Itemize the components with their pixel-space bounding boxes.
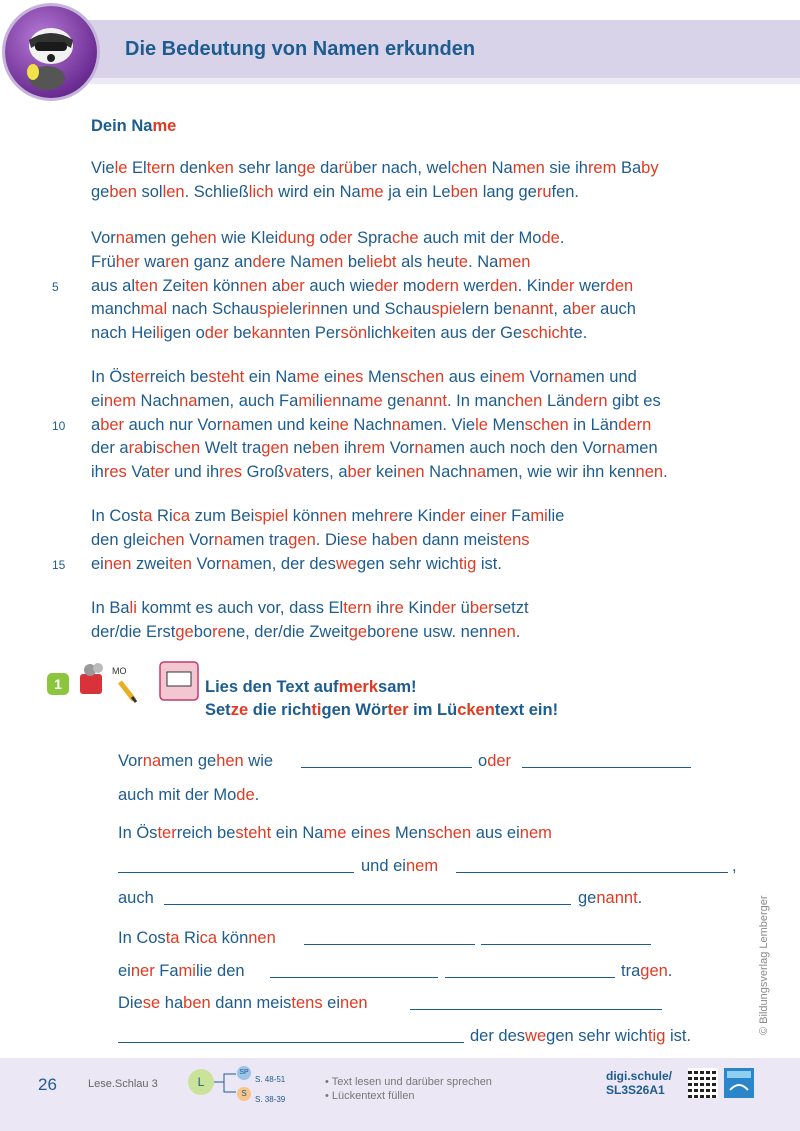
header-band-shadow: [90, 78, 800, 84]
task-activity-icons: [76, 660, 201, 704]
book-title: Lese.Schlau 3: [88, 1078, 158, 1090]
cloze-und-einem: und einem: [361, 857, 439, 875]
line-number-10: 10: [52, 419, 66, 433]
reference-arrows-icon: [214, 1072, 238, 1098]
cloze-line-3: In Österreich besteht ein Name eines Menschen aus einem: [118, 824, 552, 842]
cloze-tragen: tragen.: [621, 962, 673, 980]
section-title: Dein Name: [91, 117, 177, 135]
blank-9[interactable]: [445, 977, 615, 978]
blank-6[interactable]: [304, 944, 475, 945]
blank-3[interactable]: [118, 872, 354, 873]
task-line-2: Setze die richtigen Wörter im Lückentext ein!: [205, 701, 559, 719]
cloze-line-7: der deswegen sehr wichtig ist.: [470, 1027, 692, 1045]
reading-mascot-icon: [80, 663, 103, 694]
cloze-line-5: einer Familie den: [118, 962, 245, 980]
level-badge: L: [188, 1069, 214, 1095]
sp-reference: S. 48-51: [255, 1075, 286, 1084]
paragraph-2: Vornamen gehen wie Kleidung oder Sprache auch mit der Mode. Früher waren ganz andere Namen beliebt als heute. Namen aus alten Zeiten können aber auch wieder modern werden. Kinder werden manchmal nach Schauspielerinnen und Schauspielern benannt, aber auch nach Heiligen oder bekannten Persönlichkeiten aus der Geschichte.: [91, 229, 636, 343]
footer-bullet-1: • Text lesen und darüber sprechen: [325, 1076, 492, 1088]
digi-line-2: SL3S26A1: [606, 1083, 665, 1097]
writing-pencil-icon: [112, 666, 136, 702]
line-number-15: 15: [52, 558, 66, 572]
qr-code-overlay: [688, 1068, 718, 1098]
blank-4[interactable]: [456, 872, 728, 873]
s-reference-icon: S: [237, 1087, 251, 1101]
digi-schule-link[interactable]: [606, 1069, 672, 1097]
task-line-1: Lies den Text aufmerksam!: [205, 678, 417, 696]
task-number-badge: 1: [47, 673, 69, 695]
blank-5[interactable]: [164, 904, 571, 905]
task-instructions: [205, 676, 558, 722]
line-number-5: 5: [52, 280, 59, 294]
page-header: [0, 0, 800, 104]
paragraph-4: In Costa Rica zum Beispiel können mehrere Kinder einer Familie den gleichen Vornamen tragen. Diese haben dann meistens einen zweiten Vornamen, der deswegen sehr wichtig ist.: [91, 507, 565, 573]
accessibility-badge-icon: [724, 1068, 754, 1098]
blank-8[interactable]: [270, 977, 438, 978]
paragraph-3: In Österreich besteht ein Name eines Menschen aus einem Vornamen und einem Nachnamen, auch Familienname genannt. In manchen Ländern gibt es aber auch nur Vornamen und keine Nachnamen. Viele Menschen in Ländern der arabischen Welt tragen neben ihrem Vornamen auch noch den Vornamen ihres Vater und ihres Großvaters, aber keinen Nachnamen, wie wir ihn kennen.: [91, 368, 668, 482]
digi-line-1: digi.schule/: [606, 1069, 673, 1083]
copyright-notice: © Bildungsverlag Lemberger: [758, 895, 770, 1035]
page-title: Die Bedeutung von Namen erkunden: [125, 38, 476, 60]
paragraph-1: Viele Eltern denken sehr lange darüber nach, welchen Namen sie ihrem Baby geben sollen. Schließlich wird ein Name ja ein Leben lang gerufen.: [91, 159, 659, 201]
footer-bullet-2: • Lückentext füllen: [325, 1090, 415, 1102]
paragraph-5: In Bali kommt es auch vor, dass Eltern ihre Kinder übersetzt der/die Erstgeborene, der/die Zweitgeborene usw. nennen.: [91, 599, 529, 641]
svg-text:MO: MO: [112, 666, 127, 676]
cloze-genannt: genannt.: [578, 889, 643, 907]
cloze-line-6: Diese haben dann meistens einen: [118, 994, 368, 1012]
blank-11[interactable]: [118, 1042, 464, 1043]
cloze-auch: auch: [118, 889, 154, 907]
keyboard-screen-icon: [160, 662, 198, 700]
page-number: 26: [38, 1075, 57, 1094]
cloze-line-4: In Costa Rica können: [118, 929, 276, 947]
cloze-line-1: Vornamen gehen wie: [118, 752, 274, 770]
badger-mascot-icon: [5, 6, 97, 98]
blank-7[interactable]: [481, 944, 651, 945]
blank-10[interactable]: [410, 1009, 662, 1010]
s-reference: S. 38-39: [255, 1095, 286, 1104]
sp-reference-icon: SP: [237, 1066, 251, 1080]
blank-2[interactable]: [522, 767, 691, 768]
cloze-line-2: auch mit der Mode.: [118, 786, 260, 804]
blank-1[interactable]: [301, 767, 472, 768]
cloze-comma: ,: [732, 857, 737, 875]
cloze-oder: oder: [478, 752, 512, 770]
